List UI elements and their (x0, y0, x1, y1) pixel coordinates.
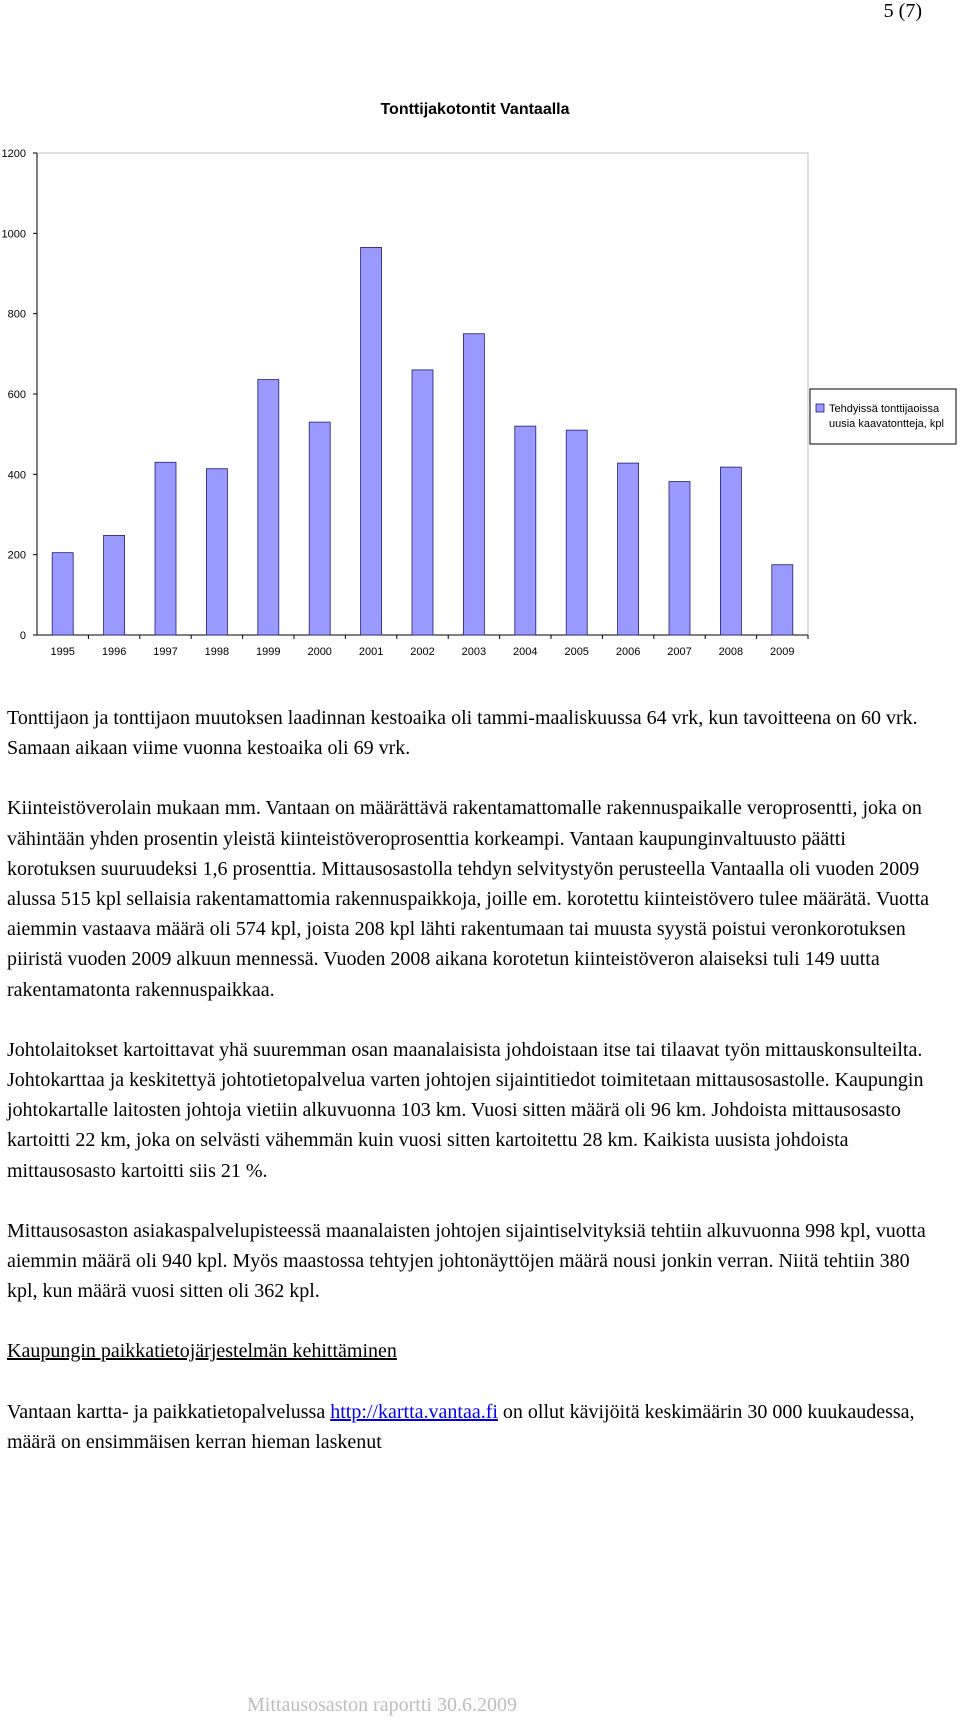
bar-chart (0, 90, 960, 670)
page-number: 5 (7) (883, 0, 922, 22)
paragraph-asiakaspalvelu: Mittausosaston asiakaspalvelupisteessä maanalaisten johtojen sijaintiselvityksiä tehtiin alkuvuonna 998 kpl, vuotta aiemmin määrä oli 940 kpl. Myös maastossa tehtyjen johtonäyttöjen määrä nousi jonkin verran. Niitä tehtiin 380 kpl, kun määrä vuosi sitten oli 362 kpl. (7, 1219, 926, 1303)
y-tick-label-600: 600 (7, 389, 26, 401)
bar-1995 (52, 553, 73, 635)
legend-label-line2: uusia kaavatontteja, kpl (829, 418, 944, 430)
chart-title: Tonttijakotontit Vantaalla (380, 101, 570, 118)
x-tick-label-2001: 2001 (358, 646, 384, 658)
paragraph-kiinteistovero: Kiinteistöverolain mukaan mm. Vantaan on määrättävä rakentamattomalle rakennuspaikalle veroprosentti, joka on vähintään yhden prosentin yleistä kiinteistöveroprosenttia korkeampi. Vantaan kaupunginvaltuusto päätti korotuksen suuruudeksi 1,6 prosenttia. Mittausosastolla tehdyn selvitystyön perusteella Vantaalla oli vuoden 2009 alussa 515 kpl sellaisia rakentamattomia rakennuspaikkoja, joille em. korotettu kiinteistövero tulee määrätä. Vuotta aiemmin vastaava määrä oli 574 kpl, joista 208 kpl lähti rakentumaan tai muusta syystä poistui veronkorotuksen piiristä vuoden 2009 alkuun mennessä. Vuoden 2008 aikana korotetun kiinteistöveron alaiseksi tuli 149 uutta rakentamatonta rakennuspaikkaa. (7, 797, 930, 1001)
y-tick-label-400: 400 (7, 469, 26, 482)
text-body (7, 703, 937, 1487)
x-tick-label-2005: 2005 (564, 646, 589, 658)
bar-1999 (258, 380, 279, 635)
bar-2003 (463, 334, 484, 635)
legend-label-line1: Tehdyissä tonttijaoissa (829, 403, 940, 415)
bar-2006 (618, 463, 639, 635)
paragraph-karttapalvelu (7, 1397, 937, 1457)
section-heading: Kaupungin paikkatietojärjestelmän kehittäminen (7, 1340, 397, 1363)
legend-swatch (816, 404, 824, 412)
x-tick-label-2002: 2002 (410, 646, 435, 658)
y-tick-label-800: 800 (7, 308, 26, 321)
kartta-link[interactable]: http://kartta.vantaa.fi (330, 1400, 498, 1423)
bar-2000 (309, 422, 330, 635)
x-tick-label-2007: 2007 (667, 646, 692, 658)
x-tick-label-2000: 2000 (307, 646, 332, 658)
bar-2005 (566, 430, 587, 635)
legend (810, 389, 956, 444)
y-tick-label-0: 0 (19, 630, 26, 642)
bar-2002 (412, 370, 433, 635)
paragraph-text-after-link: on ollut kävijöitä keskimäärin 30 000 kuukaudessa, määrä on ensimmäisen kerran hieman laskenut (7, 1400, 915, 1453)
x-tick-label-1996: 1996 (101, 646, 127, 658)
x-tick-label-1998: 1998 (204, 646, 230, 658)
y-tick-label-200: 200 (7, 549, 26, 562)
paragraph-text-before-link: Vantaan kartta- ja paikkatietopalvelussa (7, 1400, 331, 1423)
chart-svg (0, 90, 960, 670)
paragraph-johtolaitokset: Johtolaitokset kartoittavat yhä suuremman osan maanalaisista johdoistaan itse tai tilaavat työn mittauskonsulteilta. Johtokarttaa ja keskitettyä johtotietopalvelua varten johtojen sijaintitiedot toimitetaan mittausosastolle. Kaupungin johtokartalle laitosten johtoja vietiin alkuvuonna 103 km. Vuosi sitten määrä oli 96 km. Johdoista mittausosasto kartoitti 22 km, joka on selvästi vähemmän kuin vuosi sitten kartoitettu 28 km. Kaikista uusista johdoista mittausosasto kartoitti siis 21 %. (7, 1038, 924, 1182)
x-tick-label-2009: 2009 (770, 646, 795, 658)
x-tick-label-2003: 2003 (461, 646, 487, 658)
bar-2001 (361, 247, 382, 635)
x-tick-label-2004: 2004 (513, 646, 538, 658)
paragraph-tonttijako: Tonttijaon ja tonttijaon muutoksen laadinnan kestoaika oli tammi-maaliskuussa 64 vrk, kun tavoitteena on 60 vrk. Samaan aikaan viime vuonna kestoaika oli 69 vrk. (7, 707, 918, 760)
x-tick-label-1999: 1999 (256, 646, 281, 658)
bar-2009 (772, 565, 793, 635)
x-tick-label-2008: 2008 (718, 646, 744, 658)
x-tick-label-2006: 2006 (615, 646, 641, 658)
y-tick-label-1000: 1000 (1, 228, 26, 241)
bar-2004 (515, 426, 536, 635)
bar-1998 (206, 469, 227, 635)
x-tick-label-1997: 1997 (153, 646, 178, 658)
bar-1997 (155, 462, 176, 635)
bar-2007 (669, 482, 690, 635)
bar-1996 (104, 535, 125, 635)
y-tick-label-1200: 1200 (1, 148, 26, 160)
x-tick-label-1995: 1995 (50, 646, 75, 658)
bar-2008 (720, 467, 741, 635)
footer: Mittausosaston raportti 30.6.2009 (247, 1694, 517, 1716)
